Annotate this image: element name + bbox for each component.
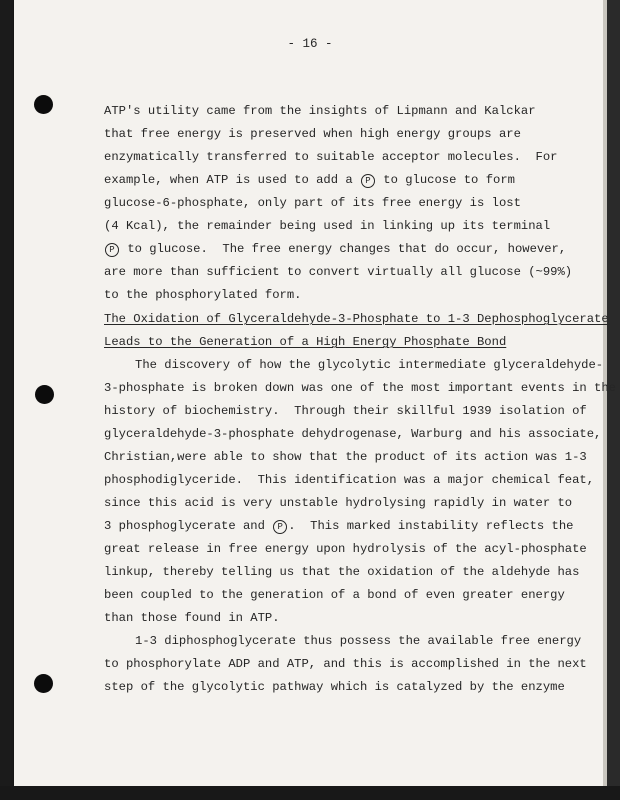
text-line: to phosphorylate ADP and ATP, and this is accomplished in the next — [104, 657, 587, 671]
text-segment: to glucose to form — [375, 173, 515, 187]
text-segment: . This marked instability reflects the — [288, 519, 574, 533]
text-line: great release in free energy upon hydrolysis of the acyl-phosphate — [104, 542, 587, 556]
circled-phosphate-symbol: P — [105, 243, 119, 257]
text-line: (4 Kcal), the remainder being used in linking up its terminal — [104, 219, 551, 233]
circled-phosphate-symbol: P — [273, 520, 287, 534]
text-line: are more than sufficient to convert virtually all glucose (~99%) — [104, 265, 573, 279]
text-line — [104, 173, 515, 188]
punch-hole — [34, 95, 53, 114]
text-line: The discovery of how the glycolytic intermediate glyceraldehyde- — [135, 358, 604, 372]
text-line: to the phosphorylated form. — [104, 288, 302, 302]
text-line: Christian,were able to show that the product of its action was 1-3 — [104, 450, 587, 464]
text-line: glyceraldehyde-3-phosphate dehydrogenase, Warburg and his associate, — [104, 427, 602, 441]
punch-hole — [35, 385, 54, 404]
text-line — [104, 242, 566, 257]
section-heading: Leads to the Generation of a High Energy Phosphate Bond — [104, 335, 507, 349]
text-line: than those found in ATP. — [104, 611, 280, 625]
text-line: 1-3 diphosphoglycerate thus possess the available free energy — [135, 634, 582, 648]
text-segment: 3 phosphoglycerate and — [104, 519, 273, 533]
text-line: ATP's utility came from the insights of Lipmann and Kalckar — [104, 104, 536, 118]
text-line: phosphodiglyceride. This identification was a major chemical feat, — [104, 473, 595, 487]
circled-phosphate-symbol: P — [361, 174, 375, 188]
text-line: enzymatically transferred to suitable acceptor molecules. For — [104, 150, 558, 164]
text-line: that free energy is preserved when high energy groups are — [104, 127, 521, 141]
text-line — [104, 519, 573, 534]
text-line: glucose-6-phosphate, only part of its free energy is lost — [104, 196, 521, 210]
text-line: step of the glycolytic pathway which is catalyzed by the enzyme — [104, 680, 565, 694]
punch-hole — [34, 674, 53, 693]
background-edge-right — [607, 0, 620, 800]
text-line: 3-phosphate is broken down was one of the most important events in the — [104, 381, 616, 395]
text-line: history of biochemistry. Through their skillful 1939 isolation of — [104, 404, 587, 418]
text-line: been coupled to the generation of a bond of even greater energy — [104, 588, 565, 602]
page-number: - 16 - — [287, 37, 333, 51]
text-line: linkup, thereby telling us that the oxidation of the aldehyde has — [104, 565, 580, 579]
background-edge-bottom — [0, 786, 620, 800]
section-heading: The Oxidation of Glyceraldehyde-3-Phosphate to 1-3 Dephosphoglycerate — [104, 312, 609, 326]
text-segment: to glucose. The free energy changes that do occur, however, — [120, 242, 567, 256]
text-segment: example, when ATP is used to add a — [104, 173, 360, 187]
text-line: since this acid is very unstable hydrolysing rapidly in water to — [104, 496, 573, 510]
